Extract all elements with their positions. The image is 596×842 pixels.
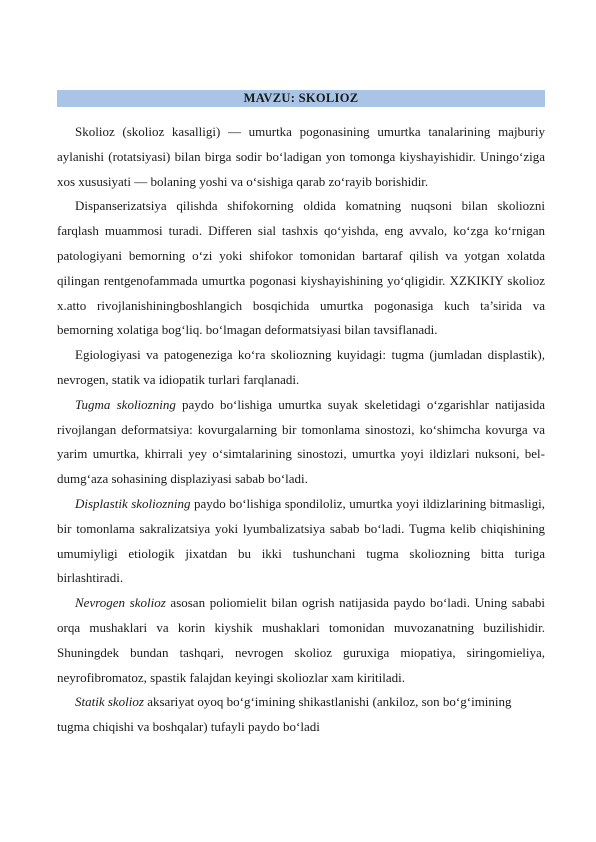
paragraph-dispanserization: [57, 194, 545, 343]
paragraph-text: Skolioz (skolioz kasalligi) — umurtka pogonasining umurtka tanalarining majburiy aylanishi (rotatsiyasi) bilan birga sodir bo‘ladigan yon tomonga kiyshayishidir. Uningo‘ziga xos xususiyati — bolaning yoshi va o‘sishiga qarab zo‘rayib borishidir.: [57, 124, 545, 189]
paragraph-neurogenic: [57, 591, 545, 690]
paragraph-lead: Tugma skoliozning: [75, 396, 176, 412]
paragraph-etiology: [57, 343, 545, 393]
paragraph-lead: Nevrogen skolioz: [75, 595, 166, 611]
paragraph-text: asosan poliomielit bilan ogrish natijasida paydo bo‘ladi. Uning sababi orqa mushaklari va korin kiyshik mushaklari tomonidan muvozanatning buzilishidir. Shuningdek bundan tashqari, nevrogen skolioz guruxiga miopatiya, siringomieliya, neyrofibromatoz, spastik falajdan keyingi skoliozlar xam kiritiladi.: [57, 595, 545, 685]
paragraph-static: [57, 690, 545, 740]
paragraph-text: Egiologiyasi va patogeneziga ko‘ra skoliozning kuyidagi: tugma (jumladan displastik), nevrogen, statik va idiopatik turlari farqlanadi.: [57, 347, 545, 387]
paragraph-definition: [57, 120, 545, 194]
paragraph-lead: Statik skolioz: [75, 694, 144, 710]
paragraph-congenital: [57, 393, 545, 492]
paragraph-dysplastic: [57, 492, 545, 591]
paragraph-text: aksariyat oyoq bo‘g‘imining shikastlanishi (ankiloz, son bo‘g‘imining tugma chiqishi va boshqalar) tufayli paydo bo‘ladi: [57, 694, 512, 735]
paragraph-lead: Displastik skoliozning: [75, 495, 191, 511]
document-page: [57, 90, 545, 740]
paragraph-text: paydo bo‘lishiga spondiloliz, umurtka yoyi ildizlarining bitmasligi, bir tomonlama sakralizatsiya yoki lyumbalizatsiya sabab bo‘ladi. Tugma kelib chiqishining umumiyligi etiologik jixatdan bu ikki tushunchani tugma skoliozning bitta turiga birlashtiradi.: [57, 495, 545, 586]
paragraph-text: paydo bo‘lishiga umurtka suyak skeletidagi o‘zgarishlar natijasida rivojlangan deformatsiya: kovurgalarning bir tomonlama sinostozi, ko‘shimcha kovurga va yarim umurtka, khirrali yey o‘simtalarining sinostozi, umurtka yoyi ildizlari nuksoni, bel-dumg‘aza sohasining displaziyasi sabab bo‘ladi.: [57, 396, 545, 487]
document-title: MAVZU: SKOLIOZ: [57, 90, 545, 107]
paragraph-text: Dispanserizatsiya qilishda shifokorning oldida komatning nuqsoni bilan skoliozni farqlash muammosi turadi. Differen sial tashxis qo‘yishda, eng avvalo, ko‘zga ko‘rnigan patologiyani bemorning o‘zi yoki shifokor tomonidan bartaraf qilish va yotgan xolatda qilingan rentgenofammada umurtka pogonasi kiyshayishining yo‘qligidir. XZKIKIY skolioz x.atto rivojlanishiningboshlangich bosqichida umurtka pogonasiga kuch ta’sirida va bemorning xolatiga bog‘liq. bo‘lmagan deformatsiyasi bilan tavsiflanadi.: [57, 198, 545, 338]
